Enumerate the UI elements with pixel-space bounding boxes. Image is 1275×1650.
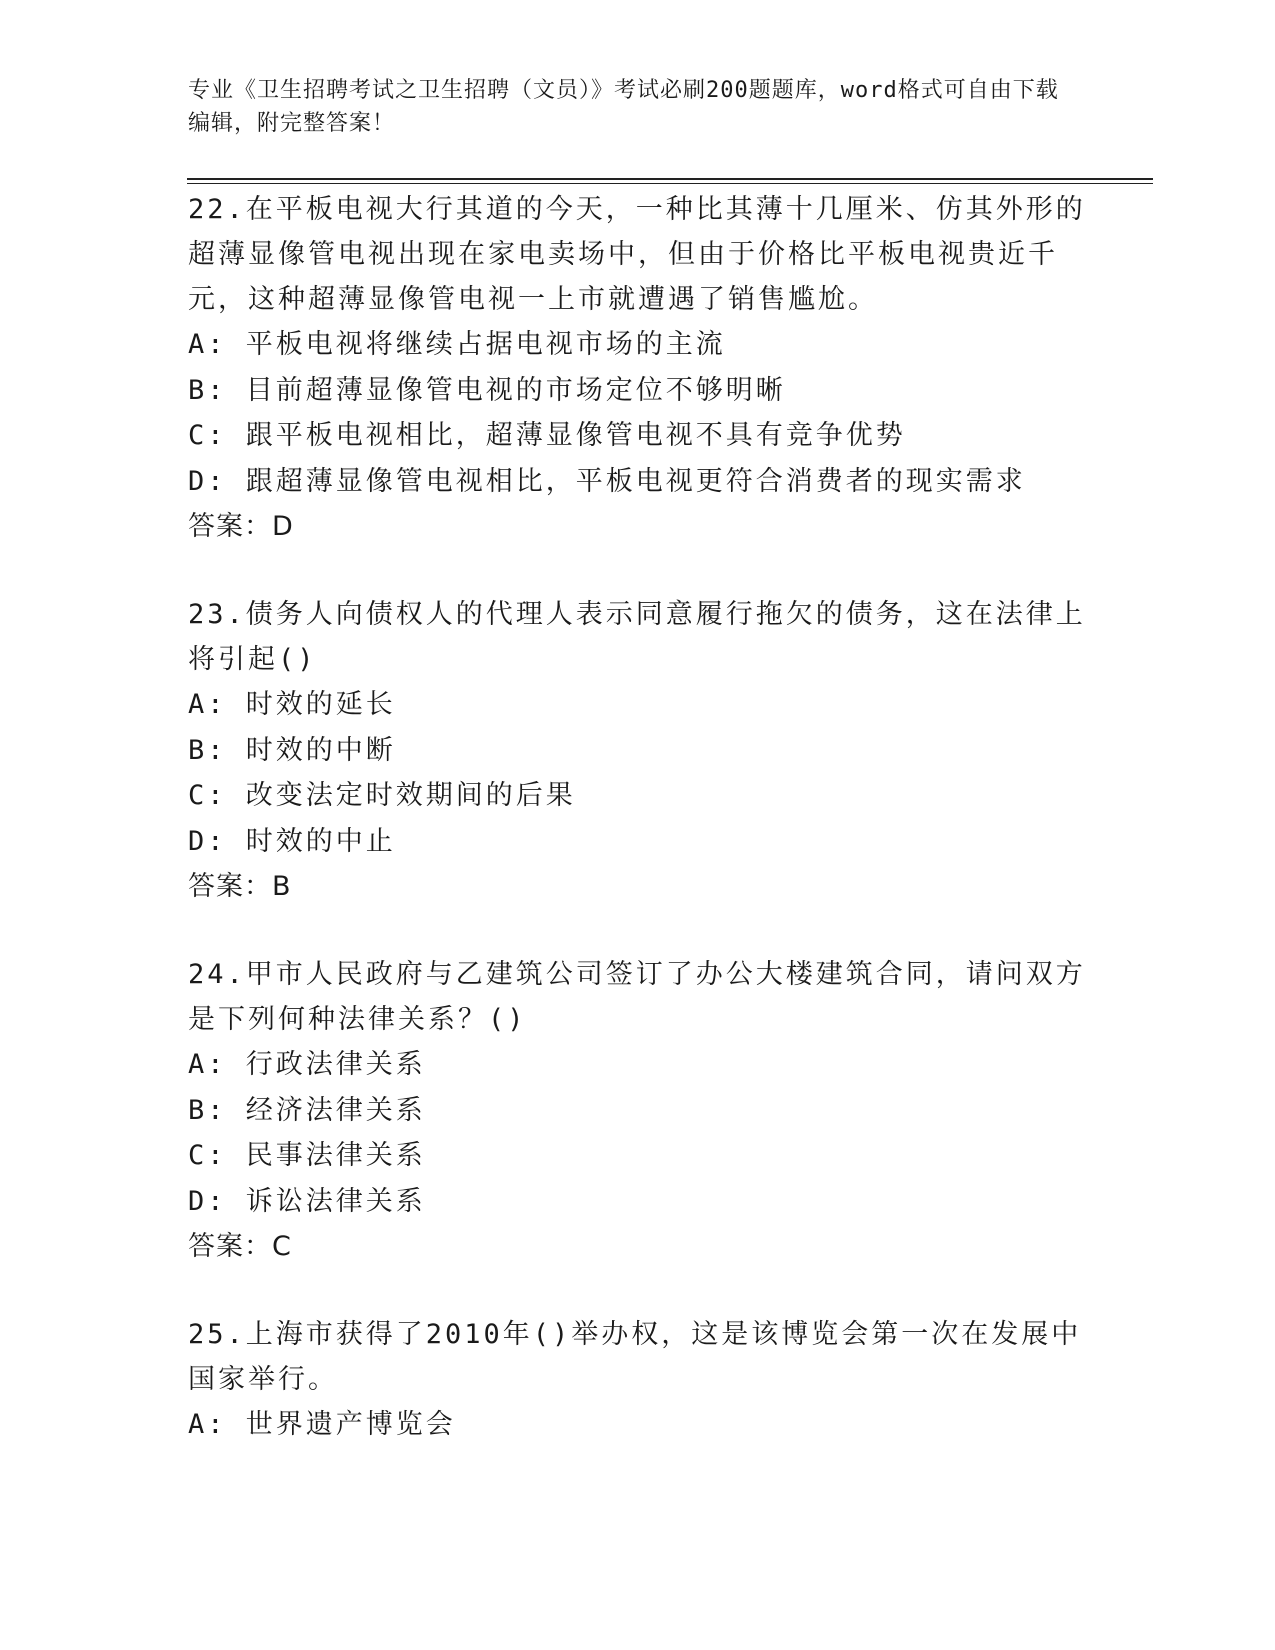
option-c: C: 改变法定时效期间的后果 — [188, 780, 576, 811]
question-stem: 23.债务人向债权人的代理人表示同意履行拖欠的债务，这在法律上将引起() — [188, 599, 1086, 675]
option-a: A: 行政法律关系 — [188, 1049, 426, 1080]
question-stem: 25.上海市获得了2010年()举办权，这是该博览会第一次在发展中国家举行。 — [188, 1319, 1082, 1395]
answer-line: 答案：B — [188, 871, 292, 902]
option-d: D: 诉讼法律关系 — [188, 1185, 426, 1217]
option-b: B: 目前超薄显像管电视的市场定位不够明晰 — [188, 374, 786, 406]
question-24 — [188, 952, 1088, 1269]
option-c: C: 民事法律关系 — [188, 1140, 426, 1171]
question-list — [188, 187, 1088, 1491]
header-divider-thin — [187, 183, 1153, 184]
question-22 — [188, 187, 1088, 549]
answer-line: 答案：D — [188, 511, 294, 542]
question-23 — [188, 592, 1088, 909]
option-d: D: 跟超薄显像管电视相比，平板电视更符合消费者的现实需求 — [188, 465, 1026, 497]
option-b: B: 经济法律关系 — [188, 1094, 426, 1126]
document-header: 专业《卫生招聘考试之卫生招聘（文员）》考试必刷200题题库，word格式可自由下载编辑，附完整答案！ — [188, 78, 1059, 136]
question-25 — [188, 1312, 1088, 1448]
option-a: A: 平板电视将继续占据电视市场的主流 — [188, 329, 726, 360]
option-a: A: 世界遗产博览会 — [188, 1409, 456, 1440]
question-stem: 24.甲市人民政府与乙建筑公司签订了办公大楼建筑合同，请问双方是下列何种法律关系？() — [188, 959, 1086, 1035]
option-d: D: 时效的中止 — [188, 825, 396, 857]
answer-line: 答案：C — [188, 1231, 292, 1262]
option-b: B: 时效的中断 — [188, 734, 396, 766]
option-c: C: 跟平板电视相比，超薄显像管电视不具有竞争优势 — [188, 420, 906, 451]
header-divider-thick — [187, 178, 1153, 180]
option-a: A: 时效的延长 — [188, 689, 396, 720]
question-stem: 22.在平板电视大行其道的今天，一种比其薄十几厘米、仿其外形的超薄显像管电视出现在家电卖场中，但由于价格比平板电视贵近千元，这种超薄显像管电视一上市就遭遇了销售尴尬。 — [188, 194, 1086, 315]
